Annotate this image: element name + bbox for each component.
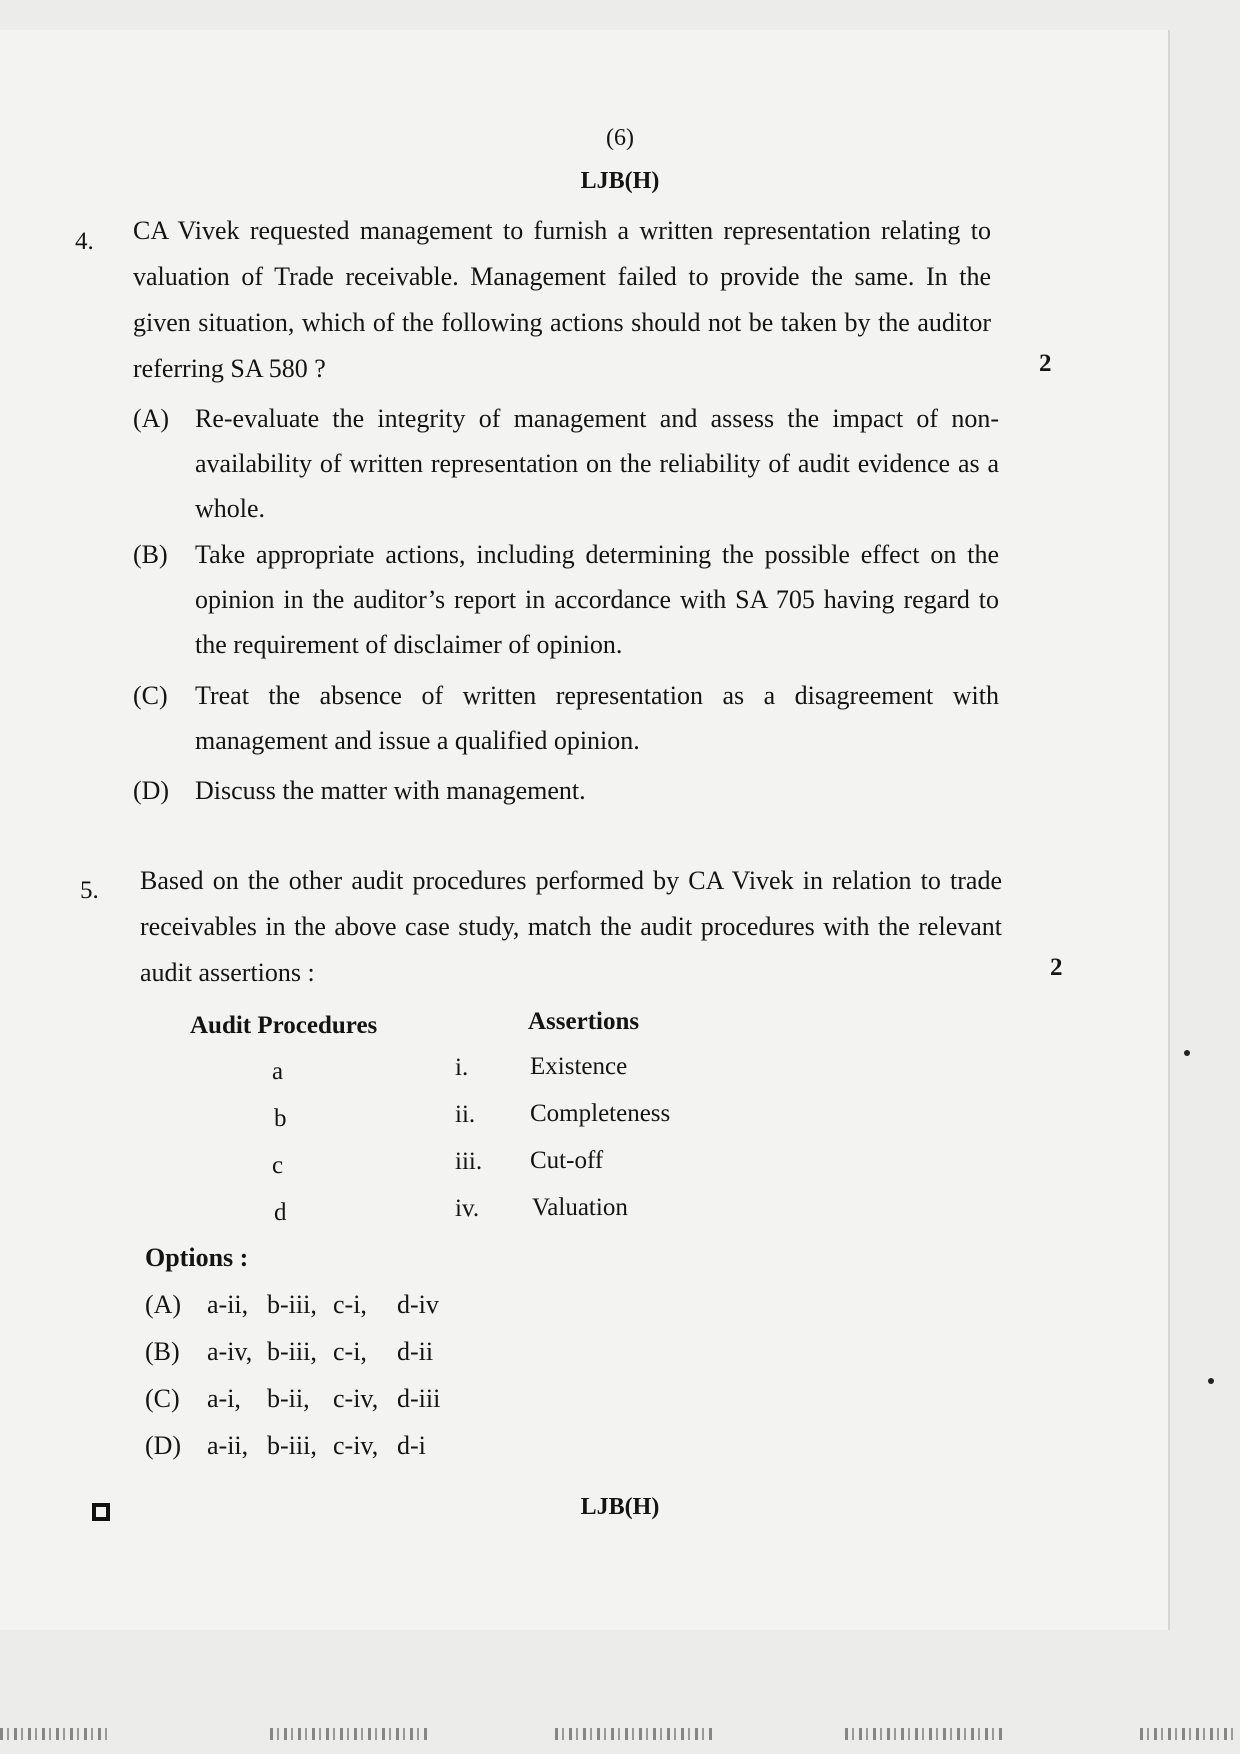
answer-a: a-ii,	[207, 1290, 249, 1319]
question-4-marks: 2	[1039, 350, 1052, 377]
numeral-iii: iii.	[455, 1148, 483, 1175]
answer-d: d-i	[397, 1431, 426, 1460]
answer-label: (A)	[145, 1290, 182, 1319]
assertion-completeness: Completeness	[530, 1100, 671, 1127]
option-label: (C)	[133, 681, 168, 710]
scan-noise	[0, 1728, 110, 1740]
option-label: (D)	[133, 776, 170, 805]
numeral-iv: iv.	[455, 1195, 480, 1222]
answer-b: b-iii,	[267, 1337, 317, 1366]
procedure-b: b	[274, 1105, 287, 1132]
question-5-text: Based on the other audit procedures performed by CA Vivek in relation to trade receivables in the above case study, match the audit procedures with the relevant audit assertions :	[140, 866, 1002, 987]
assertion-valuation: Valuation	[532, 1194, 628, 1221]
question-4-option-c	[133, 673, 999, 763]
answer-a: a-iv,	[207, 1337, 253, 1366]
question-4-option-b	[133, 532, 999, 667]
question-5-marks: 2	[1050, 954, 1063, 981]
scan-speck	[1184, 1050, 1190, 1056]
paper-code-footer: LJB(H)	[580, 1494, 660, 1520]
answer-label: (D)	[145, 1431, 182, 1460]
scan-speck	[1208, 1378, 1214, 1384]
procedure-a: a	[272, 1058, 284, 1085]
answer-b: b-iii,	[267, 1290, 317, 1319]
option-text: Discuss the matter with management.	[195, 776, 586, 805]
question-4-number: 4.	[75, 228, 94, 255]
answer-a: a-ii,	[207, 1431, 249, 1460]
option-text: Re-evaluate the integrity of management and assess the impact of non-availability of written representation on the reliability of audit evidence as a whole.	[195, 404, 999, 523]
answer-b: b-ii,	[267, 1384, 310, 1413]
answer-c: c-iv,	[333, 1384, 379, 1413]
scan-noise	[555, 1728, 715, 1740]
answer-label: (B)	[145, 1337, 180, 1366]
option-label: (A)	[133, 404, 170, 433]
question-4-option-a	[133, 396, 999, 531]
answer-c: c-i,	[333, 1290, 367, 1319]
answer-d: d-ii	[397, 1337, 434, 1366]
answer-d: d-iii	[397, 1384, 441, 1413]
question-4-option-d	[133, 768, 999, 813]
paper-code-header: LJB(H)	[580, 168, 660, 194]
option-text: Take appropriate actions, including determining the possible effect on the opinion in the auditor’s report in accordance with SA 705 having regard to the requirement of disclaimer of opinion.	[195, 540, 999, 659]
assertion-existence: Existence	[530, 1053, 628, 1080]
assertions-header: Assertions	[528, 1008, 640, 1035]
scan-noise	[845, 1728, 1005, 1740]
audit-procedures-header: Audit Procedures	[190, 1012, 378, 1039]
answer-d: d-iv	[397, 1290, 439, 1319]
numeral-ii: ii.	[455, 1101, 476, 1128]
question-4-text: CA Vivek requested management to furnish a written representation relating to valuation of Trade receivable. Management failed to provide the same. In the given situation, which of the following actions should not be taken by the auditor referring SA 580 ?	[133, 216, 991, 383]
answer-a: a-i,	[207, 1384, 241, 1413]
scan-noise	[1140, 1728, 1235, 1740]
option-label: (B)	[133, 540, 168, 569]
answer-c: c-i,	[333, 1337, 367, 1366]
scan-noise	[270, 1728, 430, 1740]
question-5-number: 5.	[80, 877, 99, 904]
options-title: Options :	[145, 1243, 249, 1272]
option-text: Treat the absence of written representation as a disagreement with management and issue a qualified opinion.	[195, 681, 999, 755]
answer-c: c-iv,	[333, 1431, 379, 1460]
answer-b: b-iii,	[267, 1431, 317, 1460]
page-number: (6)	[606, 125, 634, 151]
assertion-cut-off: Cut-off	[530, 1147, 604, 1174]
answer-label: (C)	[145, 1384, 180, 1413]
numeral-i: i.	[455, 1054, 469, 1081]
procedure-d: d	[274, 1199, 287, 1226]
procedure-c: c	[272, 1152, 284, 1179]
